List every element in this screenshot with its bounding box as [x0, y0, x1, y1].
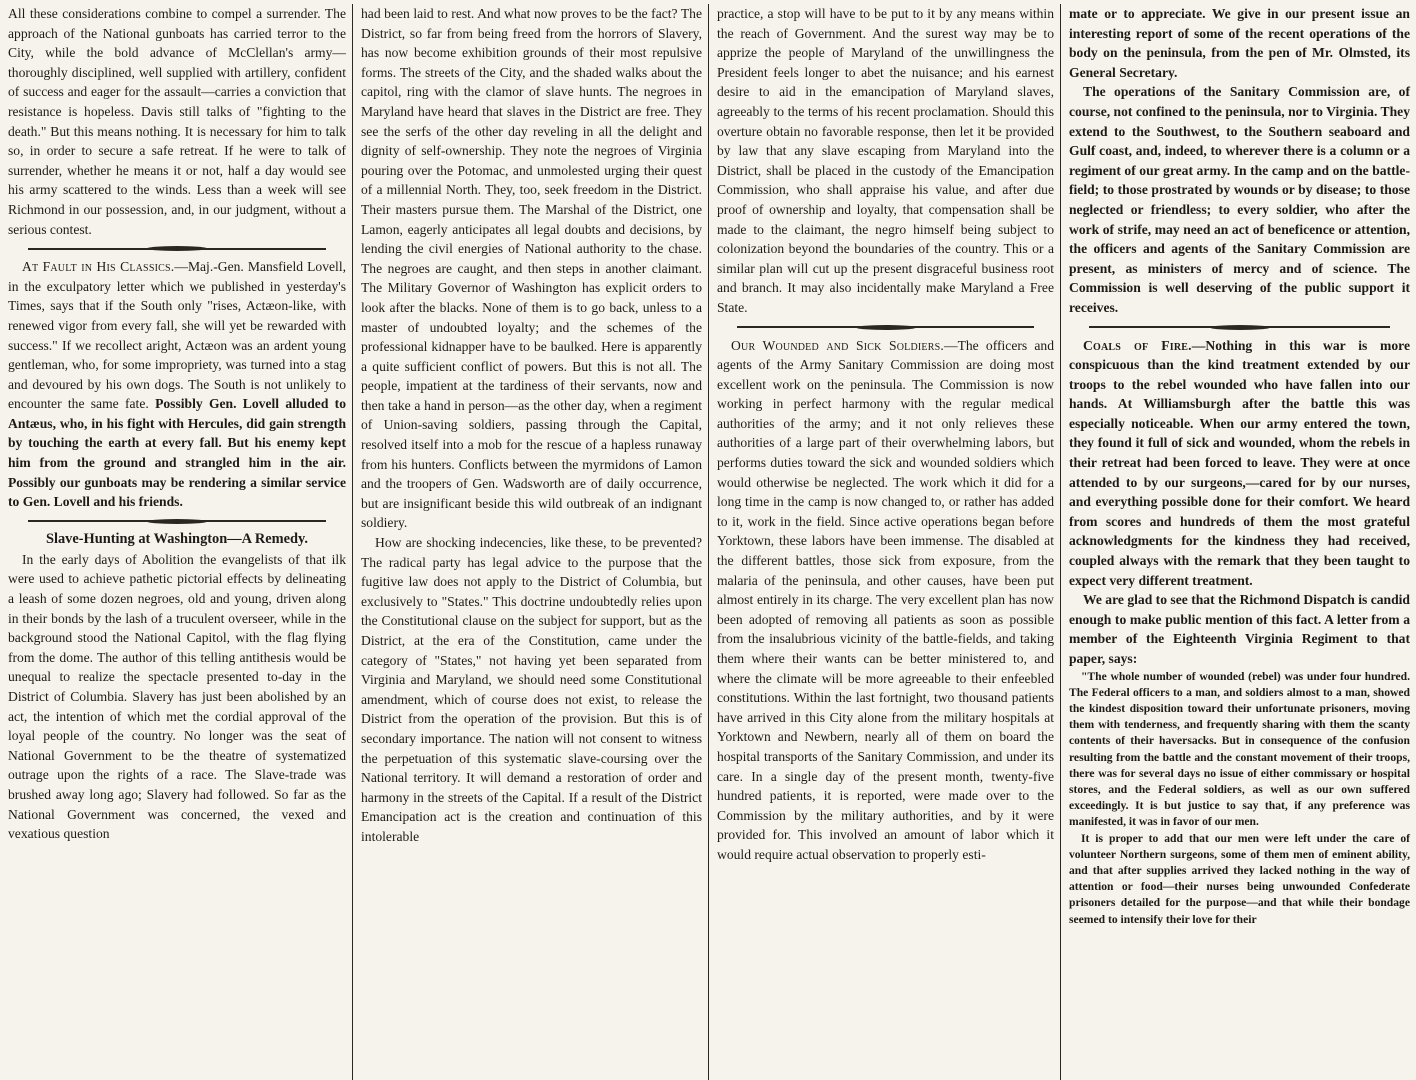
at-fault-lead: At Fault in His Classics.: [22, 259, 175, 275]
column-2: [353, 4, 709, 1080]
dispatch-quote: [1069, 669, 1410, 928]
column-3: [709, 4, 1061, 1080]
coals-of-fire-text: —Nothing in this war is more conspicuous than the kind treatment extended by our troops to the rebel wounded who have fallen into our hands. At Williamsburgh after the battle this was especially noticeable. When our army entered the town, they found it full of sick and wounded, whom the rebels in their retreat had been forced to leave. They were at once attended to by our surgeons,—cared for by our nurses, and everything possible done for their comfort. We heard from scores and hundreds of them the most grateful acknowledgments for the kindness they had received, coupled always with the remark that they been taught to expect very different treatment.: [1069, 337, 1410, 588]
coals-of-fire-paragraph: [1069, 336, 1410, 591]
slave-hunting-paragraph-1: In the early days of Abolition the evangelists of that ilk were used to achieve pathetic pictorial effects by delineating a leash of some dozen negroes, old and young, driven along in their bonds by the lash of a truculent overseer, while in the background stood the National Capitol, with the flag flying from the dome. The author of this telling antithesis would be unequal to realize the spectacle presented to-day in the District of Columbia. Slavery has just been abolished by an act, the intention of which met the cordial approval of the loyal people of the country. No longer was the seat of National Government to be the theatre of systematized outrage upon the rights of a race. The Slave-trade was brushed away long ago; Slavery had followed. So far as the National Government was concerned, the vexed and vexatious question: [8, 551, 346, 842]
wounded-soldiers-lead: Our Wounded and Sick Soldiers.: [731, 337, 944, 353]
sanitary-commission-paragraph-2: The operations of the Sanitary Commission are, of course, not confined to the peninsula, nor to Virginia. They extend to the Southwest, to the Southern seaboard and Gulf coast, and, indeed, to wherever there is a column or a regiment of our great army. In the camp and on the battle-field; to those prostrated by wounds or by disease; to those neglected or friendless; to every soldier, who after the work of strife, may need an act of beneficence or attention, the officers and agents of the Sanitary Commission are present, as ministers of mercy and of science. The Commission is well deserving of the public support it receives.: [1069, 84, 1410, 315]
wounded-soldiers-text: —The officers and agents of the Army Sanitary Commission are doing most excellent work on the peninsula. The Commission is now working in perfect harmony with the regular medical authorities of the army; and it not only relieves these authorities of a large part of their overwhelming labors, but performs duties toward the sick and wounded soldiers which would otherwise be neglected. The work which it did for a long time in the camp is now changed to, or rather has added to it, work in the field. Since active operations began before Yorktown, these labors have been immense. The disabled at the different battles, those sick from exposure, from the malaria of the peninsula, and other causes, have been put almost entirely in its charge. The very excellent plan has now been adopted of removing all patients as soon as possible from the insalubrious vicinity of the battle-fields, and taking them where their wants can be better ministered to, and where the climate will be more agreeable to their enfeebled constitutions. Within the last fortnight, two thousand patients have arrived in this City alone from the military hospitals at Yorktown and Newbern, nearly all of them on board the hospital transports of the Sanitary Commission, and under its care. In a single day of the present month, twenty-five hundred patients, it is reported, were made over to the Commission by the military authorities, and by it were provided for. This involved an amount of labor which it would require actual observation to properly esti-: [717, 337, 1055, 862]
slave-hunting-paragraph-2: had been laid to rest. And what now proves to be the fact? The District, so far from being freed from the horrors of Slavery, has now become exhibition grounds of their most repulsive forms. The streets of the City, and the shaded walks about the capitol, ring with the clamor of slave hunts. The negroes in Maryland have heard that slaves in the District are free. They see the serfs of the other day reveling in all the delight and dignity of self-ownership. They note the negroes of Virginia pouring over the Potomac, and unmolested urging their quest of a millennial North. They, too, seek freedom in the District. Their masters pursue them. The Marshal of the District, one Lamon, eagerly anticipates all legal doubts and decisions, by lending the civil energies of National authority to the chase. The negroes are caught, and then steps in another claimant. The Military Governor of Washington has explicit orders to look after the blacks. None of them is to go back, unless to a master of undoubted loyalty; and the schemes of the professional kidnapper have to be baulked. Here is apparently a quite sufficient conflict of powers. But this is not all. The people, impatient at the tardiness of their servants, now and then take a hand in person—as the other day, when a regiment of Union-saving soldiers, passing through the Capital, resolved itself into a mob for the rescue of a hapless runaway from his hunters. Conflicts between the myrmidons of Lamon and the troopers of Gen. Wadsworth are of daily occurrence, but are insignificant beside this wild outbreak of an indignant soldiery.: [361, 6, 702, 531]
at-fault-bold-text: Possibly Gen. Lovell alluded to Antæus, who, in his fight with Hercules, did gain strength by touching the earth at every fall. But his enemy kept him from the ground and strangled him in the air. Possibly our gunboats may be rendering a similar service to Gen. Lovell and his friends.: [8, 396, 346, 510]
slave-hunting-heading: Slave-Hunting at Washington—A Remedy.: [45, 530, 308, 547]
slave-hunting-paragraph-4: practice, a stop will have to be put to it by any means within the reach of Government. And the surest way may be to apprize the people of Maryland of the unwillingness the President feels longer to abet the nuisance; and his earnest desire to aid in the emancipation of Maryland slaves, agreeably to the terms of his recent proclamation. Should this overture obtain no favorable response, then let it be provided by law that any slave escaping from Maryland into the District, shall be placed in the custody of the Emancipation Commission, who shall appraise his value, and after due proof of ownership and loyalty, that compensation shall be made to the claimant, the negro himself being subject to colonization beyond the boundaries of the country. This or a similar plan will cut up the present disgraceful business root and branch. It may also incidentally make Maryland a Free State.: [717, 6, 1054, 315]
at-fault-text: —Maj.-Gen. Mansfield Lovell, in the exculpatory letter which we published in yesterday's Times, says that if the South only "rises, Actæon-like, with renewed vigor from every fall, she will yet be rewarded with success." If we recollect aright, Actæon was an ardent young gentleman, who, for some impropriety, was turned into a stag and devoured by his own dogs. The South is not unlikely to encounter the same fate.: [8, 259, 346, 412]
section-divider: [28, 246, 326, 251]
slave-hunting-paragraph-3: How are shocking indecencies, like these, to be prevented? The radical party has legal advice to the purpose that the fugitive law does not apply to the District of Columbia, but exclusively to "States." This doctrine undoubtedly relies upon the Constitutional clause on the subject for support, but as the District, at the era of the Constitution, came under the category of "States," not having yet been separated from Virginia and Maryland, we should need some Constitutional amendment, which of course does not exist, to release the District from the operation of the provision. But this is of secondary importance. The nation will not consent to witness the perpetuation of this systematic slave-coursing over the National territory. It will demand a restoration of order and harmony in the streets of the Capital. If a result of the District Emancipation act is the creation and continuation of this intolerable: [361, 535, 702, 844]
at-fault-paragraph: [8, 257, 346, 512]
wounded-soldiers-paragraph: [717, 336, 1054, 865]
sanitary-commission-paragraph-1: mate or to appreciate. We give in our present issue an interesting report of some of the recent operations of the body on the peninsula, from the pen of Mr. Olmsted, its General Secretary.: [1069, 6, 1410, 80]
section-divider: [1089, 325, 1390, 330]
dispatch-quote-paragraph-2: It is proper to add that our men were left under the care of volunteer Northern surgeons, some of them men of eminent ability, and that after supplies arrived they lacked nothing in the way of attention or food—their nurses being unwounded Confederate prisoners detailed for the purpose—and that while their bondage seemed to intensify their love for their: [1069, 831, 1410, 926]
section-divider: [737, 325, 1034, 330]
richmond-surrender-paragraph: All these considerations combine to compel a surrender. The approach of the National gunboats has carried terror to the City, while the bold advance of McClellan's army—thoroughly disciplined, well supplied with artillery, confident of success and eager for the assault—carries a conviction that resistance is hopeless. Davis still talks of "fighting to the death." But this means nothing. It is necessary for him to talk so, in order to secure a safe retreat. If he were to talk of surrender, whether he means it or not, half a day would see his army scattered to the winds. Less than a week will see Richmond in our possession, and, in our judgment, without a serious contest.: [8, 6, 346, 237]
column-4: [1061, 4, 1416, 1080]
column-1: [0, 4, 353, 1080]
richmond-dispatch-paragraph: We are glad to see that the Richmond Dispatch is candid enough to make public mention of this fact. A letter from a member of the Eighteenth Virginia Regiment to that paper, says:: [1069, 592, 1410, 666]
coals-of-fire-lead: Coals of Fire.: [1083, 337, 1192, 353]
dispatch-quote-paragraph-1: "The whole number of wounded (rebel) was under four hundred. The Federal officers to a man, and soldiers almost to a man, showed the kindest disposition toward their unfortunate prisoners, moving them with tenderness, and frequently sharing with them the scanty contents of their haversacks. But in consequence of the confusion resulting from the battle and the constant movement of their troops, there was for several days no issue of either commissary or hospital stores, and the Federal soldiers, as well as our own suffered exceedingly. It is but justice to say that, if any preference was manifested, it was in favor of our men.: [1069, 669, 1410, 829]
section-divider: [28, 519, 326, 524]
